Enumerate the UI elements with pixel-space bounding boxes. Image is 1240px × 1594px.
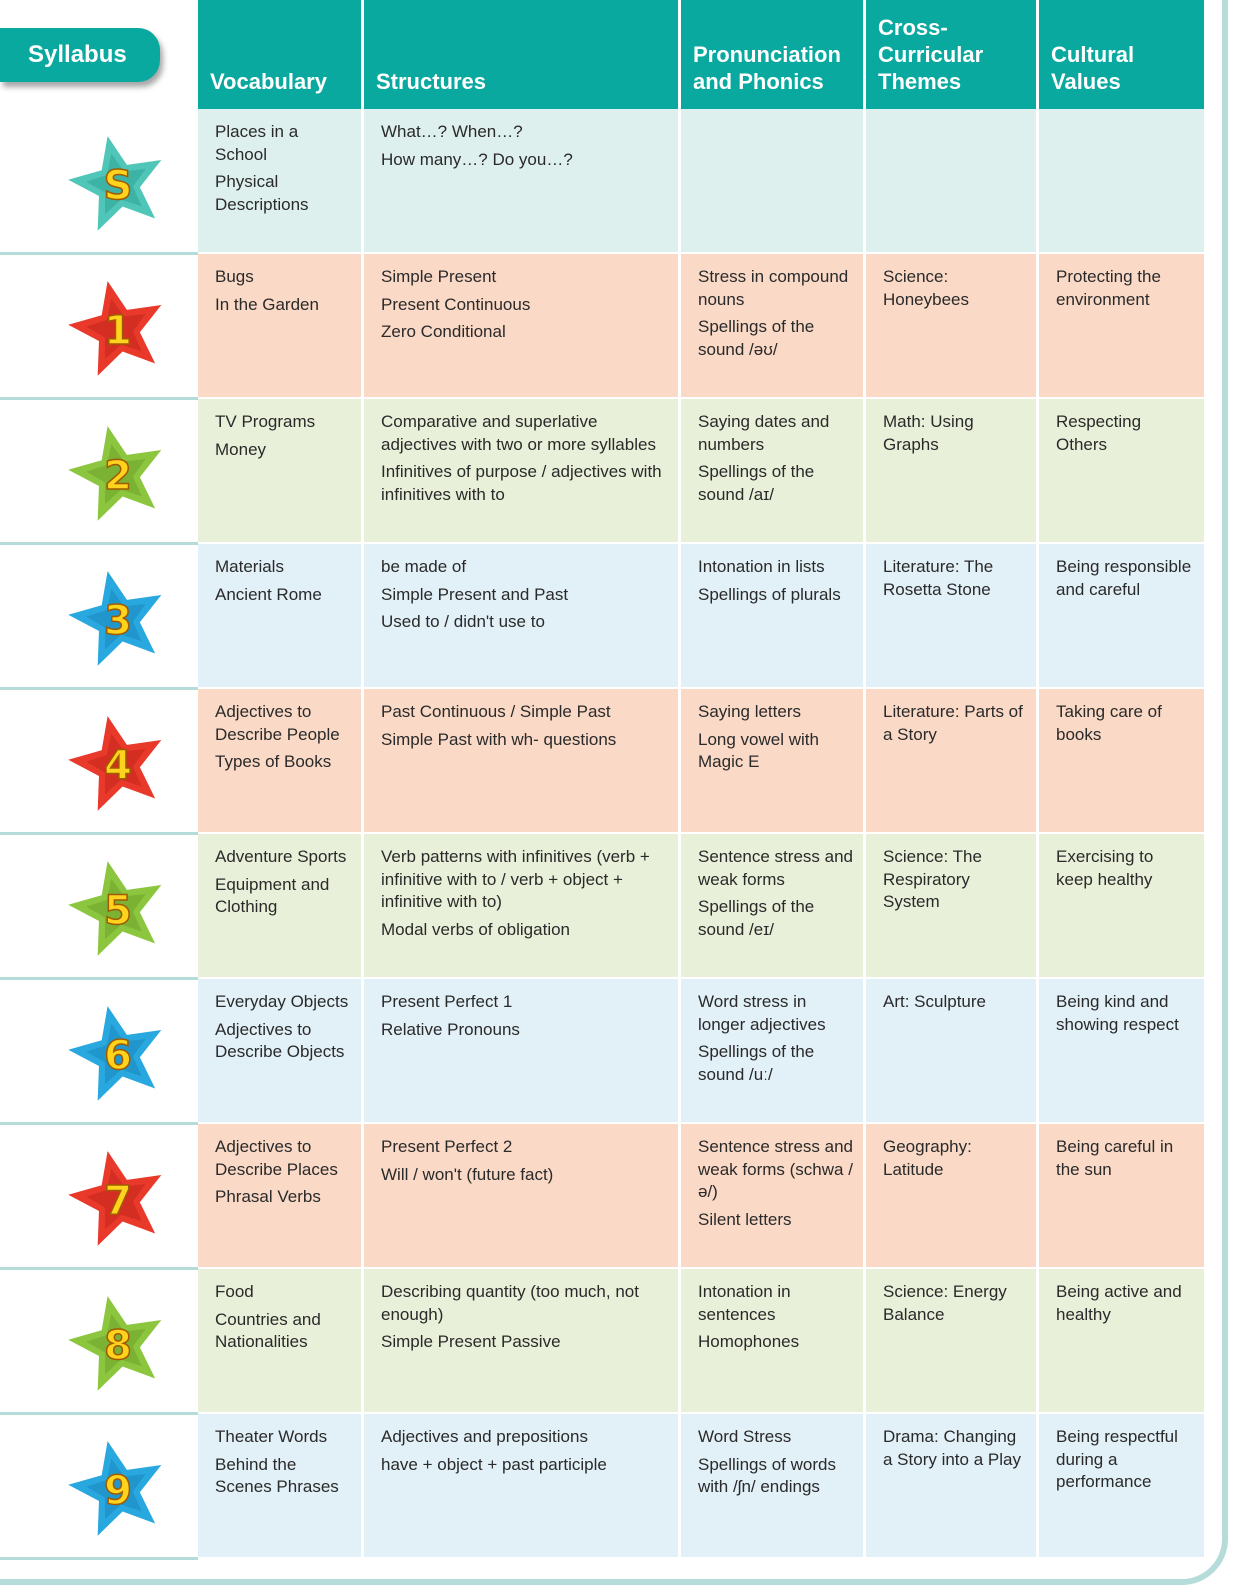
cultural-cell xyxy=(1039,1124,1204,1267)
vocabulary-item: Types of Books xyxy=(215,752,332,771)
cultural-item: Taking care of books xyxy=(1056,702,1162,744)
unit-number: 9 xyxy=(104,1468,132,1514)
cultural-item: Being responsible and careful xyxy=(1056,557,1192,599)
vocabulary-item: Behind the Scenes Phrases xyxy=(215,1454,339,1496)
cultural-cell xyxy=(1039,979,1204,1122)
vocabulary-item: Phrasal Verbs xyxy=(215,1187,321,1206)
pronunciation-cell xyxy=(681,544,866,687)
cultural-item: Being active and healthy xyxy=(1056,1282,1182,1324)
cross-cell xyxy=(866,544,1039,687)
star-icon xyxy=(66,421,170,525)
pronunciation-item: Sentence stress and weak forms xyxy=(698,847,853,889)
star-icon xyxy=(66,566,170,670)
cross-cell xyxy=(866,689,1039,832)
structures-item: Describing quantity (too much, not enough) xyxy=(381,1282,639,1324)
star-icon xyxy=(66,1436,170,1540)
cross-item: Science: The Respiratory System xyxy=(883,847,982,911)
unit-star-cell xyxy=(0,399,198,542)
table-row xyxy=(0,399,1204,542)
unit-star-cell xyxy=(0,1414,198,1557)
unit-number: 4 xyxy=(104,743,132,789)
vocabulary-cell xyxy=(198,689,364,832)
cross-item: Math: Using Graphs xyxy=(883,412,974,454)
vocabulary-item: TV Programs xyxy=(215,412,316,431)
vocabulary-item: Bugs xyxy=(215,267,254,286)
cultural-item: Exercising to keep healthy xyxy=(1056,847,1154,889)
structures-cell xyxy=(364,1124,681,1267)
unit-star-cell xyxy=(0,254,198,397)
vocabulary-item: Countries and Nationalities xyxy=(215,1309,321,1351)
unit-number: 1 xyxy=(104,308,132,354)
table-row xyxy=(0,1269,1204,1412)
structures-item: Will / won't (future fact) xyxy=(381,1164,554,1184)
structures-cell xyxy=(364,544,681,687)
cross-item: Literature: Parts of a Story xyxy=(883,702,1023,744)
structures-item: Present Perfect 2 xyxy=(381,1137,513,1156)
vocabulary-item: Places in a School xyxy=(215,122,299,164)
vocabulary-item: Adjectives to Describe People xyxy=(215,702,340,744)
structures-item: How many…? Do you…? xyxy=(381,149,573,169)
vocabulary-cell xyxy=(198,109,364,252)
table-row xyxy=(0,254,1204,397)
header-structures: Structures xyxy=(364,0,681,109)
structures-cell xyxy=(364,399,681,542)
cultural-cell xyxy=(1039,834,1204,977)
vocabulary-item: Theater Words xyxy=(215,1427,328,1446)
cultural-item: Being respectful during a performance xyxy=(1056,1427,1178,1491)
cross-cell xyxy=(866,1124,1039,1267)
vocabulary-cell xyxy=(198,834,364,977)
pronunciation-item: Intonation in sentences xyxy=(698,1282,791,1324)
unit-number: 8 xyxy=(104,1323,132,1369)
star-icon xyxy=(66,1146,170,1250)
structures-item: Simple Present xyxy=(381,267,497,286)
vocabulary-cell xyxy=(198,1269,364,1412)
vocabulary-item: Ancient Rome xyxy=(215,584,322,604)
vocabulary-cell xyxy=(198,979,364,1122)
unit-star-cell xyxy=(0,109,198,252)
cultural-cell xyxy=(1039,689,1204,832)
vocabulary-item: Food xyxy=(215,1282,254,1301)
cross-cell xyxy=(866,1269,1039,1412)
row-divider xyxy=(0,1557,198,1560)
structures-item: Infinitives of purpose / adjectives with infinitives with to xyxy=(381,462,662,504)
cultural-cell xyxy=(1039,1269,1204,1412)
pronunciation-cell xyxy=(681,1414,866,1557)
vocabulary-cell xyxy=(198,1124,364,1267)
vocabulary-item: Physical Descriptions xyxy=(215,172,309,214)
structures-item: Adjectives and prepositions xyxy=(381,1427,588,1446)
vocabulary-item: Adventure Sports xyxy=(215,847,347,866)
table-row xyxy=(0,1124,1204,1267)
vocabulary-item: Equipment and Clothing xyxy=(215,874,330,916)
structures-cell xyxy=(364,689,681,832)
pronunciation-cell xyxy=(681,399,866,542)
pronunciation-item: Long vowel with Magic E xyxy=(698,729,819,771)
syllabus-tab-label: Syllabus xyxy=(28,41,127,68)
header-pronunciation: Pronunciation and Phonics xyxy=(681,0,866,109)
pronunciation-cell xyxy=(681,689,866,832)
unit-star-cell xyxy=(0,689,198,832)
vocabulary-cell xyxy=(198,254,364,397)
unit-star-cell xyxy=(0,834,198,977)
cultural-item: Being careful in the sun xyxy=(1056,1137,1174,1179)
cultural-cell xyxy=(1039,109,1204,252)
table-row xyxy=(0,1414,1204,1557)
pronunciation-item: Word Stress xyxy=(698,1427,792,1446)
structures-item: Present Continuous xyxy=(381,294,531,314)
cultural-cell xyxy=(1039,544,1204,687)
pronunciation-item: Spellings of words with /ʃn/ endings xyxy=(698,1454,836,1496)
cultural-cell xyxy=(1039,399,1204,542)
table-row xyxy=(0,979,1204,1122)
vocabulary-item: Adjectives to Describe Objects xyxy=(215,1019,345,1061)
pronunciation-item: Spellings of the sound /eɪ/ xyxy=(698,897,815,939)
cross-cell xyxy=(866,109,1039,252)
unit-star-cell xyxy=(0,1269,198,1412)
structures-cell xyxy=(364,109,681,252)
vocabulary-item: Adjectives to Describe Places xyxy=(215,1137,338,1179)
cross-item: Science: Honeybees xyxy=(883,267,970,309)
pronunciation-item: Spellings of plurals xyxy=(698,584,841,604)
structures-item: Past Continuous / Simple Past xyxy=(381,702,611,721)
unit-number: 6 xyxy=(104,1033,132,1079)
table-row xyxy=(0,544,1204,687)
table-row xyxy=(0,689,1204,832)
vocabulary-item: Materials xyxy=(215,557,284,576)
structures-item: Present Perfect 1 xyxy=(381,992,513,1011)
pronunciation-cell xyxy=(681,979,866,1122)
star-icon xyxy=(66,276,170,380)
unit-star-cell xyxy=(0,544,198,687)
structures-item: Verb patterns with infinitives (verb + infinitive with to / verb + object + infinitive with to) xyxy=(381,847,650,911)
pronunciation-cell xyxy=(681,254,866,397)
star-icon xyxy=(66,1291,170,1395)
unit-star-cell xyxy=(0,979,198,1122)
structures-cell xyxy=(364,254,681,397)
cross-item: Literature: The Rosetta Stone xyxy=(883,557,994,599)
pronunciation-item: Intonation in lists xyxy=(698,557,825,576)
pronunciation-cell xyxy=(681,109,866,252)
structures-item: Simple Present Passive xyxy=(381,1332,561,1351)
structures-item: Used to / didn't use to xyxy=(381,612,545,631)
vocabulary-cell xyxy=(198,544,364,687)
pronunciation-item: Stress in compound nouns xyxy=(698,267,849,309)
cross-item: Drama: Changing a Story into a Play xyxy=(883,1427,1021,1469)
star-icon xyxy=(66,856,170,960)
structures-item: Simple Past with wh- questions xyxy=(381,729,617,749)
star-icon xyxy=(66,1001,170,1105)
cultural-cell xyxy=(1039,1414,1204,1557)
table-row xyxy=(0,834,1204,977)
cross-item: Geography: Latitude xyxy=(883,1137,972,1179)
table-header xyxy=(198,0,1204,109)
cross-cell xyxy=(866,1414,1039,1557)
structures-item: Simple Present and Past xyxy=(381,584,569,604)
cross-cell xyxy=(866,399,1039,542)
unit-number: S xyxy=(103,163,133,209)
vocabulary-cell xyxy=(198,1414,364,1557)
pronunciation-cell xyxy=(681,1269,866,1412)
cross-item: Science: Energy Balance xyxy=(883,1282,1007,1324)
structures-item: be made of xyxy=(381,557,467,576)
header-cultural-values: Cultural Values xyxy=(1039,0,1204,109)
table-row xyxy=(0,109,1204,252)
cross-item: Art: Sculpture xyxy=(883,992,986,1011)
star-icon xyxy=(66,711,170,815)
cross-cell xyxy=(866,254,1039,397)
structures-item: Relative Pronouns xyxy=(381,1019,520,1039)
cultural-item: Protecting the environment xyxy=(1056,267,1161,309)
pronunciation-item: Word stress in longer adjectives xyxy=(698,992,826,1034)
structures-cell xyxy=(364,1269,681,1412)
structures-item: Zero Conditional xyxy=(381,322,506,341)
structures-item: What…? When…? xyxy=(381,122,523,141)
pronunciation-item: Silent letters xyxy=(698,1209,792,1229)
cross-cell xyxy=(866,834,1039,977)
header-vocabulary: Vocabulary xyxy=(198,0,364,109)
unit-star-cell xyxy=(0,1124,198,1267)
cultural-cell xyxy=(1039,254,1204,397)
pronunciation-item: Spellings of the sound /aɪ/ xyxy=(698,462,815,504)
pronunciation-item: Saying dates and numbers xyxy=(698,412,830,454)
pronunciation-item: Saying letters xyxy=(698,702,801,721)
unit-number: 3 xyxy=(104,598,132,644)
syllabus-tab xyxy=(0,28,160,82)
vocabulary-item: In the Garden xyxy=(215,294,319,314)
unit-number: 5 xyxy=(104,888,132,934)
cultural-item: Respecting Others xyxy=(1056,412,1142,454)
structures-item: Modal verbs of obligation xyxy=(381,919,571,939)
vocabulary-item: Money xyxy=(215,439,267,459)
vocabulary-cell xyxy=(198,399,364,542)
structures-item: Comparative and superlative adjectives with two or more syllables xyxy=(381,412,656,454)
header-cross-curricular: Cross- Curricular Themes xyxy=(866,0,1039,109)
pronunciation-item: Homophones xyxy=(698,1332,800,1351)
unit-number: 2 xyxy=(104,453,132,499)
structures-item: have + object + past participle xyxy=(381,1454,607,1474)
structures-cell xyxy=(364,979,681,1122)
pronunciation-item: Sentence stress and weak forms (schwa /ə/) xyxy=(698,1137,853,1201)
unit-number: 7 xyxy=(104,1178,132,1224)
pronunciation-item: Spellings of the sound /uː/ xyxy=(698,1042,815,1084)
vocabulary-item: Everyday Objects xyxy=(215,992,349,1011)
structures-cell xyxy=(364,1414,681,1557)
pronunciation-cell xyxy=(681,834,866,977)
cross-cell xyxy=(866,979,1039,1122)
structures-cell xyxy=(364,834,681,977)
star-icon xyxy=(66,131,170,235)
cultural-item: Being kind and showing respect xyxy=(1056,992,1179,1034)
pronunciation-item: Spellings of the sound /əʊ/ xyxy=(698,317,815,359)
pronunciation-cell xyxy=(681,1124,866,1267)
